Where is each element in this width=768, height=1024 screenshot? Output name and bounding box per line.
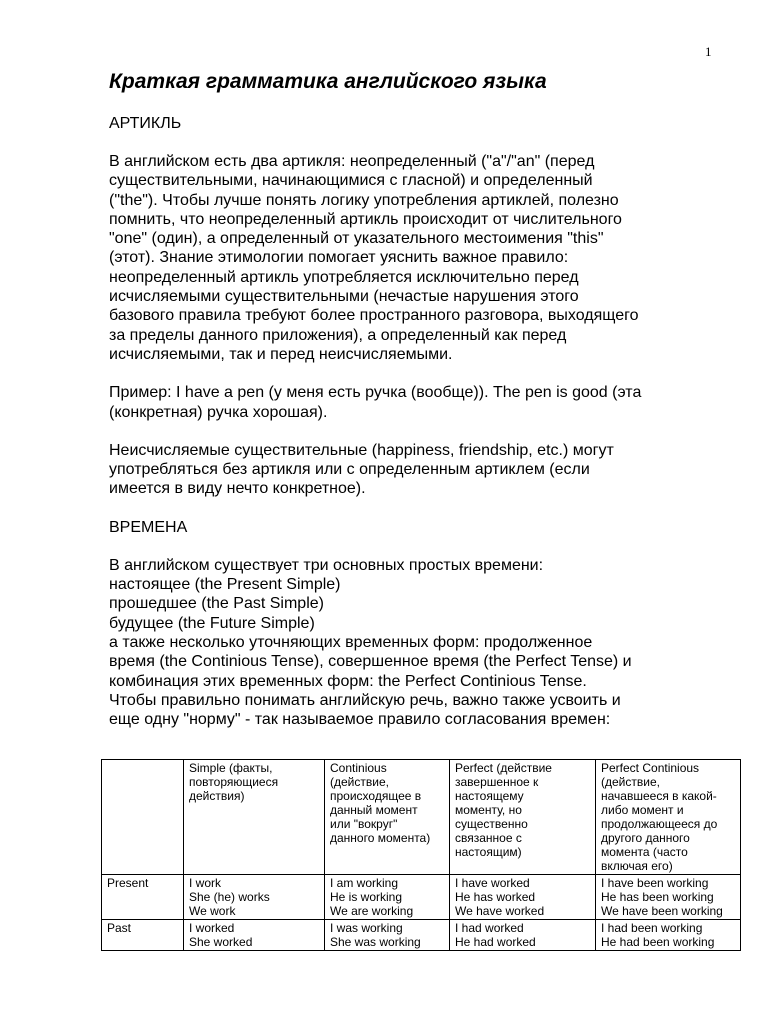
table-cell — [325, 875, 450, 920]
cell-text: либо момент и — [601, 803, 684, 817]
cell-text: происходящее в — [330, 789, 422, 803]
cell-text: данный момент — [330, 803, 418, 817]
table-cell — [325, 920, 450, 951]
cell-text: He had been working — [601, 935, 715, 949]
table-cell — [450, 875, 596, 920]
page-title: Краткая грамматика английского языка — [109, 70, 547, 93]
cell-text: I have been working — [601, 876, 709, 890]
cell-text: He had worked — [455, 935, 536, 949]
text-line: еще одну "норму" - так называемое правило согласования времен: — [109, 711, 611, 729]
table-cell — [596, 760, 741, 875]
cell-text: повторяющиеся — [189, 775, 279, 789]
text-line: прошедшее (the Past Simple) — [109, 595, 324, 613]
cell-text: начавшееся в какой- — [601, 789, 717, 803]
text-line: Чтобы правильно понимать английскую речь, важно также усвоить и — [109, 691, 621, 709]
table-row — [102, 920, 741, 951]
table-cell — [102, 920, 184, 951]
table-row — [102, 875, 741, 920]
cell-text: She worked — [189, 935, 253, 949]
cell-text: продолжающееся до — [601, 817, 718, 831]
text-line: неопределенный артикль употребляется исключительно перед — [109, 268, 579, 286]
cell-text: (действие, — [330, 775, 389, 789]
text-line: Пример: I have a pen (у меня есть ручка (вообще)). The pen is good (эта — [109, 384, 642, 402]
cell-text: He is working — [330, 890, 403, 904]
cell-text: Continious — [330, 761, 387, 775]
text-line: комбинация этих временных форм: the Perfect Continious Tense. — [109, 672, 587, 690]
text-line: употребляться без артикля или с определенным артиклем (если — [109, 461, 590, 479]
cell-text: настоящим) — [455, 845, 522, 859]
table-cell — [184, 760, 325, 875]
cell-text: другого данного — [601, 831, 690, 845]
cell-text: She was working — [330, 935, 421, 949]
cell-text: связанное с — [455, 831, 522, 845]
text-line: настоящее (the Present Simple) — [109, 576, 341, 594]
text-line: ("the"). Чтобы лучше понять логику употребления артиклей, полезно — [109, 191, 619, 209]
text-line: (этот). Знание этимологии помогает уяснить важное правило: — [109, 249, 569, 267]
cell-text: или "вокруг" — [330, 817, 398, 831]
table-cell — [102, 875, 184, 920]
table-cell — [450, 920, 596, 951]
cell-text: She (he) works — [189, 890, 270, 904]
cell-text: I worked — [189, 921, 235, 935]
cell-text: Simple (факты, — [189, 761, 273, 775]
table-header-row — [102, 760, 741, 875]
text-line: (конкретная) ручка хорошая). — [109, 403, 328, 421]
cell-text: He has worked — [455, 890, 536, 904]
cell-text: Present — [107, 876, 149, 890]
text-line: базового правила требуют более пространного разговора, выходящего — [109, 307, 639, 325]
cell-text: We work — [189, 904, 236, 918]
text-line: В английском есть два артикля: неопределенный ("a"/"an" (перед — [109, 153, 595, 170]
text-line: исчисляемыми, так и перед неисчисляемыми. — [109, 345, 453, 363]
cell-text: We are working — [330, 904, 414, 918]
page-number: 1 — [705, 44, 712, 59]
tenses-heading: ВРЕМЕНА — [109, 518, 188, 536]
cell-text: Perfect Continious — [601, 761, 700, 775]
text-line: В английском существует три основных простых времени: — [109, 556, 544, 574]
cell-text: момента (часто — [601, 845, 688, 859]
text-line: "one" (один), а определенный от указательного местоимения "this" — [109, 230, 604, 248]
cell-text: I was working — [330, 921, 403, 935]
tenses-paragraph-1 — [109, 556, 749, 730]
cell-text: I work — [189, 876, 222, 890]
table-cell — [184, 875, 325, 920]
text-line: Неисчисляемые существительные (happiness, friendship, etc.) могут — [109, 441, 614, 459]
tense-agreement-table — [101, 759, 741, 951]
cell-text: He has been working — [601, 890, 714, 904]
cell-text: завершенное к — [455, 775, 539, 789]
cell-text: действия) — [189, 789, 245, 803]
table-cell — [102, 760, 184, 875]
cell-text: I have worked — [455, 876, 530, 890]
text-line: а также несколько уточняющих временных форм: продолженное — [109, 633, 593, 651]
articles-paragraph-2 — [109, 383, 749, 422]
cell-text: I had worked — [455, 921, 524, 935]
text-line: время (the Continious Tense), совершенное время (the Perfect Tense) и — [109, 653, 632, 671]
cell-text: We have worked — [455, 904, 545, 918]
text-line: за пределы данного приложения), а определенный как перед — [109, 326, 567, 344]
cell-text: Past — [107, 921, 132, 935]
document-body — [109, 68, 749, 748]
table-cell — [596, 920, 741, 951]
text-line: будущее (the Future Simple) — [109, 614, 315, 632]
cell-text: I am working — [330, 876, 399, 890]
table-cell — [325, 760, 450, 875]
table-cell — [596, 875, 741, 920]
cell-text: существенно — [455, 817, 528, 831]
cell-text: I had been working — [601, 921, 703, 935]
cell-text: We have been working — [601, 904, 723, 918]
cell-text: моменту, но — [455, 803, 522, 817]
articles-paragraph-1 — [109, 152, 749, 364]
cell-text: настоящему — [455, 789, 524, 803]
text-line: имеется в виду нечто конкретное). — [109, 480, 366, 498]
articles-paragraph-3 — [109, 441, 749, 499]
text-line: помнить, что неопределенный артикль происходит от числительного — [109, 210, 622, 228]
cell-text: данного момента) — [330, 831, 431, 845]
cell-text: Perfect (действие — [455, 761, 552, 775]
cell-text: (действие, — [601, 775, 660, 789]
articles-heading: АРТИКЛЬ — [109, 115, 182, 132]
table-cell — [184, 920, 325, 951]
text-line: исчисляемыми существительными (нечастые нарушения этого — [109, 288, 579, 306]
cell-text: включая его) — [601, 859, 673, 873]
text-line: существительными, начинающимися с гласной) и определенный — [109, 172, 593, 190]
table-cell — [450, 760, 596, 875]
